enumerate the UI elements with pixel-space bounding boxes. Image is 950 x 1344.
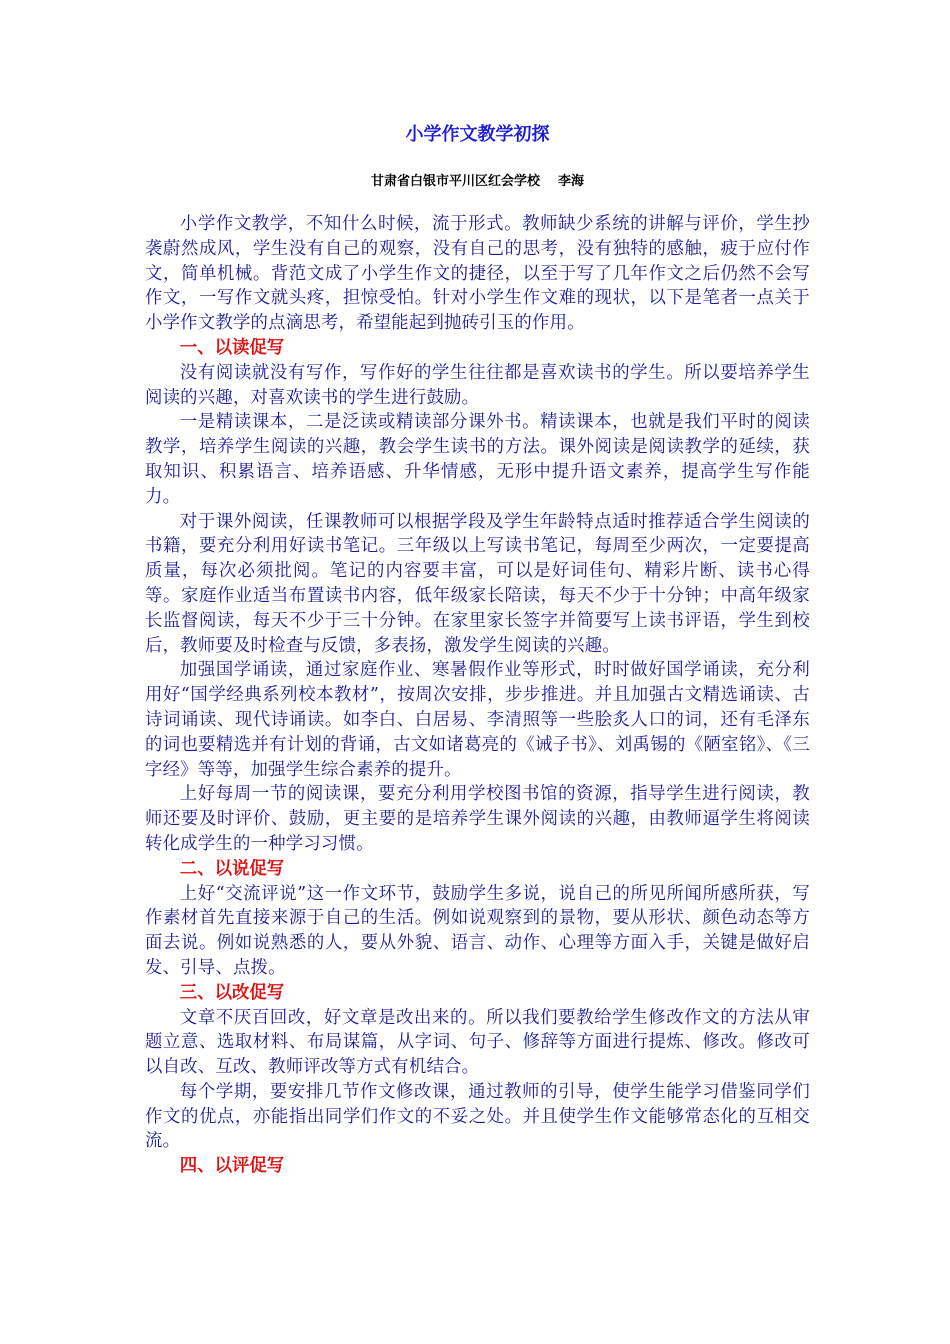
document-author: 甘肃省白银市平川区红会学校 李海 xyxy=(370,174,585,189)
section-heading-3: 三、以改促写 xyxy=(179,982,285,1003)
paragraph: 上好“交流评说”这一作文环节，鼓励学生多说，说自己的所见所闻所感所获，写作素材首先直接来源于自己的生活。例如说观察到的景物，要从形状、颜色动态等方面去说。例如说熟悉的人，要从外貌、语言、动作、心理等方面入手，关键是做好启发、引导、点拨。 xyxy=(145,883,810,978)
document-page xyxy=(145,110,810,1179)
section-heading-1: 一、以读促写 xyxy=(179,337,285,358)
paragraph: 加强国学诵读，通过家庭作业、寒暑假作业等形式，时时做好国学诵读，充分利用好“国学经典系列校本教材”，按周次安排，步步推进。并且加强古文精选诵读、古诗词诵读、现代诗诵读。如李白、白居易、李清照等一些脍炙人口的词，还有毛泽东的词也要精选并有计划的背诵，古文如诸葛亮的《诫子书》、刘禹锡的《陋室铭》、《三字经》等等，加强学生综合素养的提升。 xyxy=(145,660,810,780)
paragraph: 上好每周一节的阅读课，要充分利用学校图书馆的资源，指导学生进行阅读，教师还要及时评价、鼓励，更主要的是培养学生课外阅读的兴趣，由教师逼学生将阅读转化成学生的一种学习习惯。 xyxy=(145,784,810,854)
section-heading-4: 四、以评促写 xyxy=(179,1156,285,1177)
section-heading-2: 二、以说促写 xyxy=(179,858,285,879)
paragraph: 没有阅读就没有写作，写作好的学生往往都是喜欢读书的学生。所以要培养学生阅读的兴趣，对喜欢读书的学生进行鼓励。 xyxy=(145,362,810,408)
document-title: 小学作文教学初探 xyxy=(405,124,550,145)
paragraph: 文章不厌百回改，好文章是改出来的。所以我们要教给学生修改作文的方法从审题立意、选取材料、布局谋篇，从字词、句子、修辞等方面进行提炼、修改。修改可以自改、互改、教师评改等方式有机结合。 xyxy=(145,1007,810,1078)
document-body xyxy=(145,212,810,1179)
paragraph-intro: 小学作文教学，不知什么时候，流于形式。教师缺少系统的讲解与评价，学生抄袭蔚然成风，学生没有自己的观察，没有自己的思考，没有独特的感触，疲于应付作文，简单机械。背范文成了小学生作文的捷径，以至于写了几年作文之后仍然不会写作文，一写作文就头疼，担惊受怕。针对小学生作文难的现状，以下是笔者一点关于小学作文教学的点滴思考，希望能起到抛砖引玉的作用。 xyxy=(145,214,810,334)
paragraph: 每个学期，要安排几节作文修改课，通过教师的引导，使学生能学习借鉴同学们作文的优点，亦能指出同学们作文的不妥之处。并且使学生作文能够常态化的互相交流。 xyxy=(145,1081,810,1152)
paragraph: 对于课外阅读，任课教师可以根据学段及学生年龄特点适时推荐适合学生阅读的书籍，要充分利用好读书笔记。三年级以上写读书笔记，每周至少两次，一定要提高质量，每次必须批阅。笔记的内容要丰富，可以是好词佳句、精彩片断、读书心得等。家庭作业适当布置读书内容，低年级家长陪读，每天不少于十分钟；中高年级家长监督阅读，每天不少于三十分钟。在家里家长签字并简要写上读书评语，学生到校后，教师要及时检查与反馈，多表扬，激发学生阅读的兴趣。 xyxy=(145,511,810,656)
paragraph: 一是精读课本，二是泛读或精读部分课外书。精读课本，也就是我们平时的阅读教学，培养学生阅读的兴趣，教会学生读书的方法。课外阅读是阅读教学的延续，获取知识、积累语言、培养语感、升华情感，无形中提升语文素养，提高学生写作能力。 xyxy=(145,412,810,507)
